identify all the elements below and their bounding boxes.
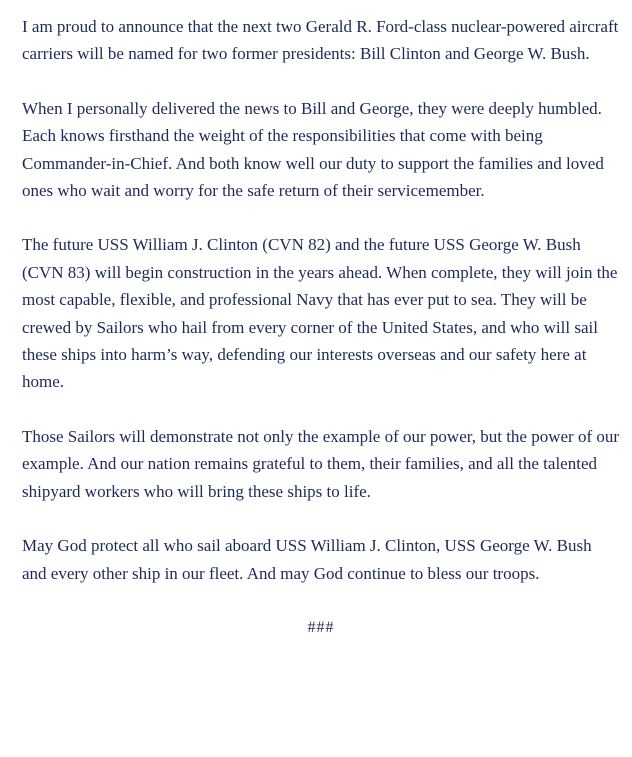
end-mark: ### (307, 618, 335, 636)
paragraph-future-ships: The future USS William J. Clinton (CVN 82) and the future USS George W. Bush (CVN 83) will begin construction in the years ahead. When complete, they will join the most capable, flexible, and professional Navy that has ever put to sea. They will be crewed by Sailors who hail from every corner of the United States, and who will sail these ships into harm’s way, defending our interests overseas and our safety here at home. (22, 235, 618, 392)
paragraph-news-delivered: When I personally delivered the news to Bill and George, they were deeply humbled. Each knows firsthand the weight of the responsibilities that come with being Commander-in-Chief. And both know well our duty to support the families and loved ones who wait and worry for the safe return of their servicemember. (22, 98, 604, 201)
paragraph-sailors: Those Sailors will demonstrate not only the example of our power, but the power of our example. And our nation remains grateful to them, their families, and all the talented shipyard workers who will bring these ships to life. (22, 426, 620, 501)
paragraph-announcement: I am proud to announce that the next two Gerald R. Ford-class nuclear-powered aircraft carriers will be named for two former presidents: Bill Clinton and George W. Bush. (22, 17, 619, 64)
paragraph-blessing: May God protect all who sail aboard USS William J. Clinton, USS George W. Bush and every other ship in our fleet. And may God continue to bless our troops. (22, 536, 592, 583)
